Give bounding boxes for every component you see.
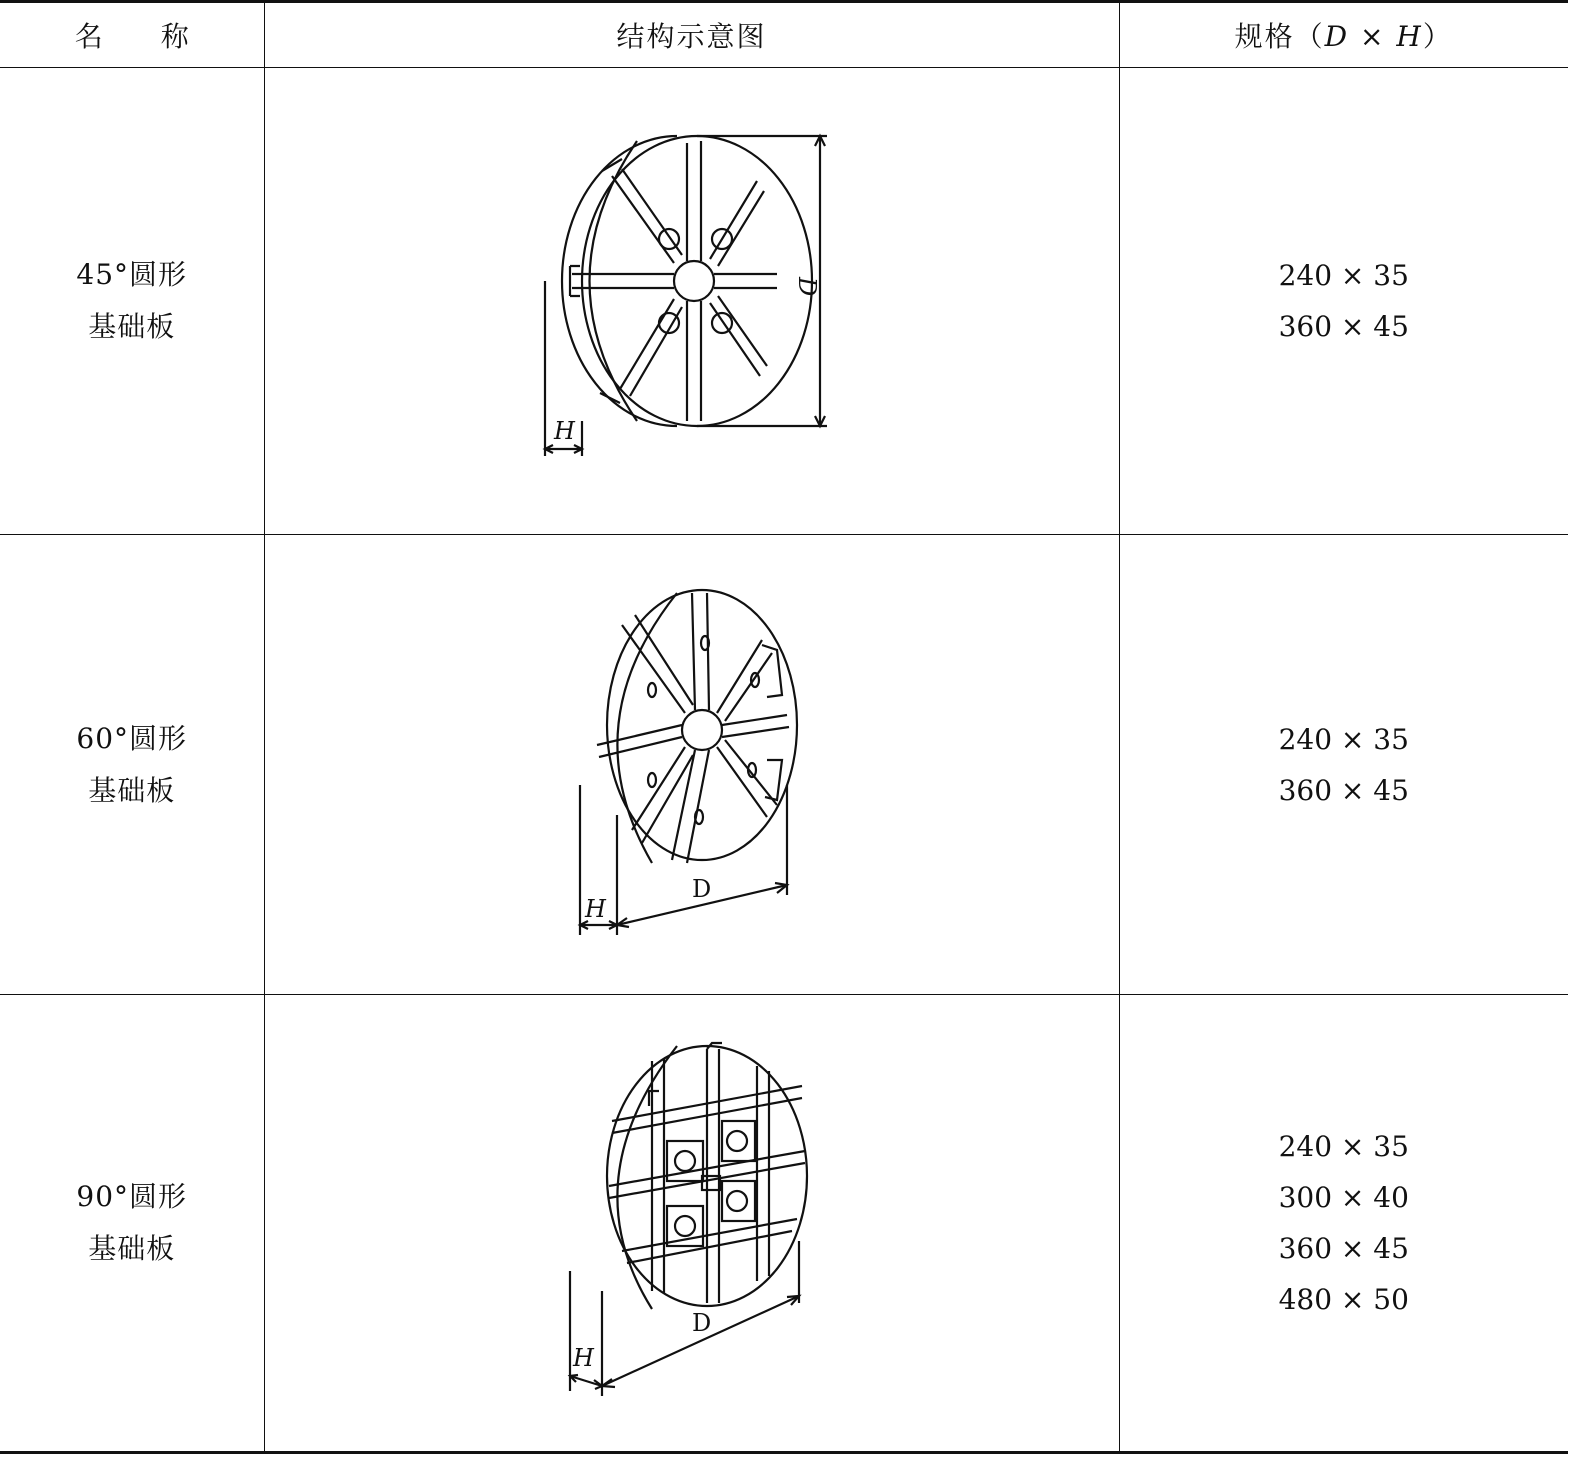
spec-value: 360 × 45 <box>1278 310 1409 343</box>
header-spec: 规格（D × H） <box>1119 2 1568 68</box>
spec-value: 240 × 35 <box>1278 1130 1409 1163</box>
diagram-cell <box>264 535 1119 995</box>
spec-value: 240 × 35 <box>1278 259 1409 292</box>
plate-60-diagram <box>577 585 807 945</box>
spec-value: 360 × 45 <box>1278 773 1409 807</box>
dim-h-label: H <box>584 894 606 923</box>
table-row <box>0 535 1568 995</box>
spec-value: 480 × 50 <box>1278 1283 1409 1316</box>
spec-value: 240 × 35 <box>1278 722 1409 756</box>
table-row <box>0 995 1568 1453</box>
dim-h-label: H <box>572 1343 594 1372</box>
plate-45-diagram <box>542 131 842 471</box>
plate-90-diagram <box>567 1041 817 1406</box>
header-diagram: 结构示意图 <box>264 2 1119 68</box>
header-row <box>0 2 1568 68</box>
dim-d-label: D <box>691 874 711 903</box>
diagram-cell <box>264 68 1119 535</box>
spec-value: 300 × 40 <box>1278 1181 1409 1214</box>
dim-d-label: D <box>792 277 821 297</box>
spec-cell <box>1119 995 1568 1453</box>
spec-cell <box>1119 68 1568 535</box>
diagram-cell <box>264 995 1119 1453</box>
spec-value: 360 × 45 <box>1278 1232 1409 1265</box>
header-name: 名称 <box>0 2 264 68</box>
name-cell: 90°圆形 基础板 <box>0 995 264 1453</box>
dim-d-label: D <box>691 1308 711 1337</box>
spec-cell <box>1119 535 1568 995</box>
name-cell: 45°圆形 基础板 <box>0 68 264 535</box>
dim-h-label: H <box>553 417 575 445</box>
table-row <box>0 68 1568 535</box>
name-cell: 60°圆形 基础板 <box>0 535 264 995</box>
